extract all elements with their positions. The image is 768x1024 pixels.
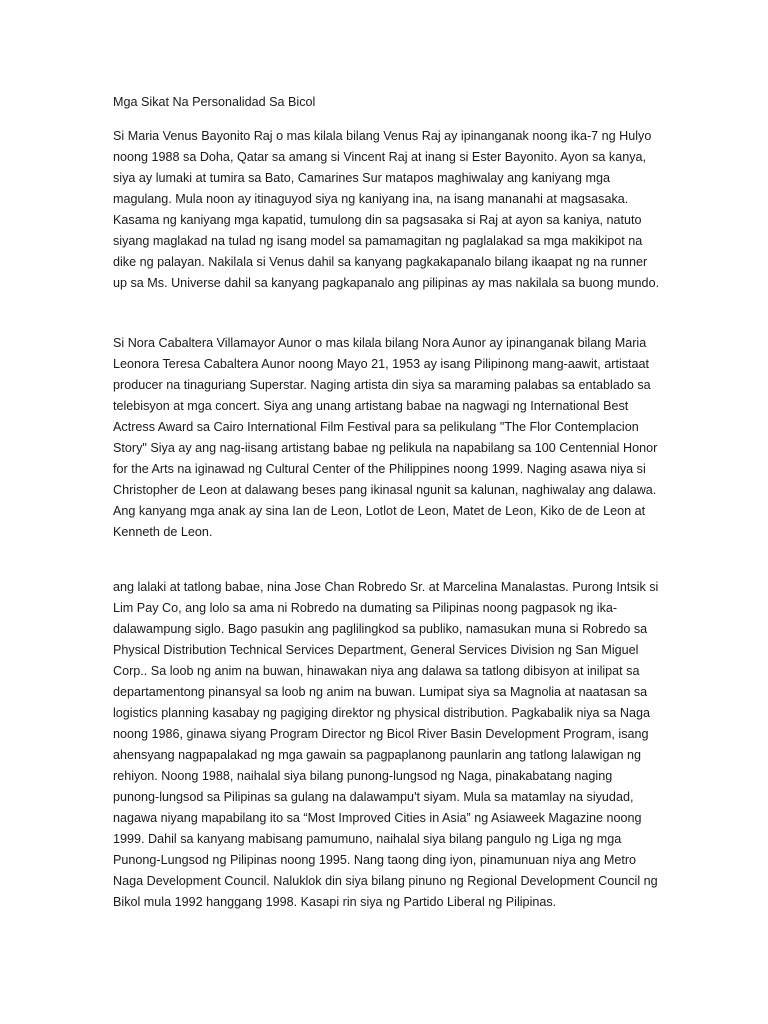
paragraph-nora-aunor: Si Nora Cabaltera Villamayor Aunor o mas kilala bilang Nora Aunor ay ipinanganak bilang Maria Leonora Teresa Cabaltera Aunor noong Mayo 21, 1953 ay isang Pilipinong mang-aawit, artistaat producer na tinaguriang Superstar. Naging artista din siya sa maraming palabas sa entablado sa telebisyon at mga concert. Siya ang unang artistang babae na nagwagi ng International Best Actress Award sa Cairo International Film Festival para sa pelikulang "The Flor Contemplacion Story" Siya ay ang nag-iisang artistang babae ng pelikula na napabilang sa 100 Centennial Honor for the Arts na iginawad ng Cultural Center of the Philippines noong 1999. Naging asawa niya si Christopher de Leon at dalawang beses pang ikinasal ngunit sa kalunan, naghiwalay ang dalawa. Ang kanyang mga anak ay sina Ian de Leon, Lotlot de Leon, Matet de Leon, Kiko de de Leon at Kenneth de Leon. bbox=[113, 336, 658, 539]
paragraph-robredo: ang lalaki at tatlong babae, nina Jose Chan Robredo Sr. at Marcelina Manalastas. Purong Intsik si Lim Pay Co, ang lolo sa ama ni Robredo na dumating sa Pilipinas noong pagpasok ng ika-dalawampung siglo. Bago pasukin ang paglilingkod sa publiko, namasukan muna si Robredo sa Physical Distribution Technical Services Department, General Services Division ng San Miguel Corp.. Sa loob ng anim na buwan, hinawakan niya ang dalawa sa tatlong dibisyon at inilipat sa departamentong pinansyal sa loob ng anim na buwan. Lumipat siya sa Magnolia at naatasan sa logistics planning kasabay ng pagiging direktor ng physical distribution. Pagkabalik niya sa Naga noong 1986, ginawa siyang Program Director ng Bicol River Basin Development Program, isang ahensyang nagpapalakad ng mga gawain sa pagpaplanong paunlarin ang tatlong lalawigan ng rehiyon. Noong 1988, naihalal siya bilang punong-lungsod ng Naga, pinakabatang naging punong-lungsod sa Pilipinas sa gulang na dalawampu't siyam. Mula sa matamlay na siyudad, nagawa niyang mapabilang ito sa “Most Improved Cities in Asia” ng Asiaweek Magazine noong 1999. Dahil sa kanyang mabisang pamumuno, naihalal siya bilang pangulo ng Liga ng mga Punong-Lungsod ng Pilipinas noong 1995. Nang taong ding iyon, pinamunuan niya ang Metro Naga Development Council. Naluklok din siya bilang pinuno ng Regional Development Council ng Bikol mula 1992 hanggang 1998. Kasapi rin siya ng Partido Liberal ng Pilipinas. bbox=[113, 580, 659, 909]
paragraph-venus-raj: Si Maria Venus Bayonito Raj o mas kilala bilang Venus Raj ay ipinanganak noong ika-7 ng Hulyo noong 1988 sa Doha, Qatar sa amang si Vincent Raj at inang si Ester Bayonito. Ayon sa kanya, siya ay lumaki at tumira sa Bato, Camarines Sur matapos maghiwalay ang kaniyang mga magulang. Mula noon ay itinaguyod siya ng kaniyang ina, na isang mananahi at magsasaka. Kasama ng kaniyang mga kapatid, tumulong din sa pagsasaka si Raj at ayon sa kaniya, natuto siyang maglakad na tulad ng isang model sa pamamagitan ng paglalakad sa mga makikipot na dike ng palayan. Nakilala si Venus dahil sa kanyang pagkakapanalo bilang ikaapat ng na runner up sa Ms. Universe dahil sa kanyang pagkapanalo ang pilipinas ay mas nakilala sa buong mundo. bbox=[113, 129, 660, 290]
document-title: Mga Sikat Na Personalidad Sa Bicol bbox=[113, 95, 316, 109]
